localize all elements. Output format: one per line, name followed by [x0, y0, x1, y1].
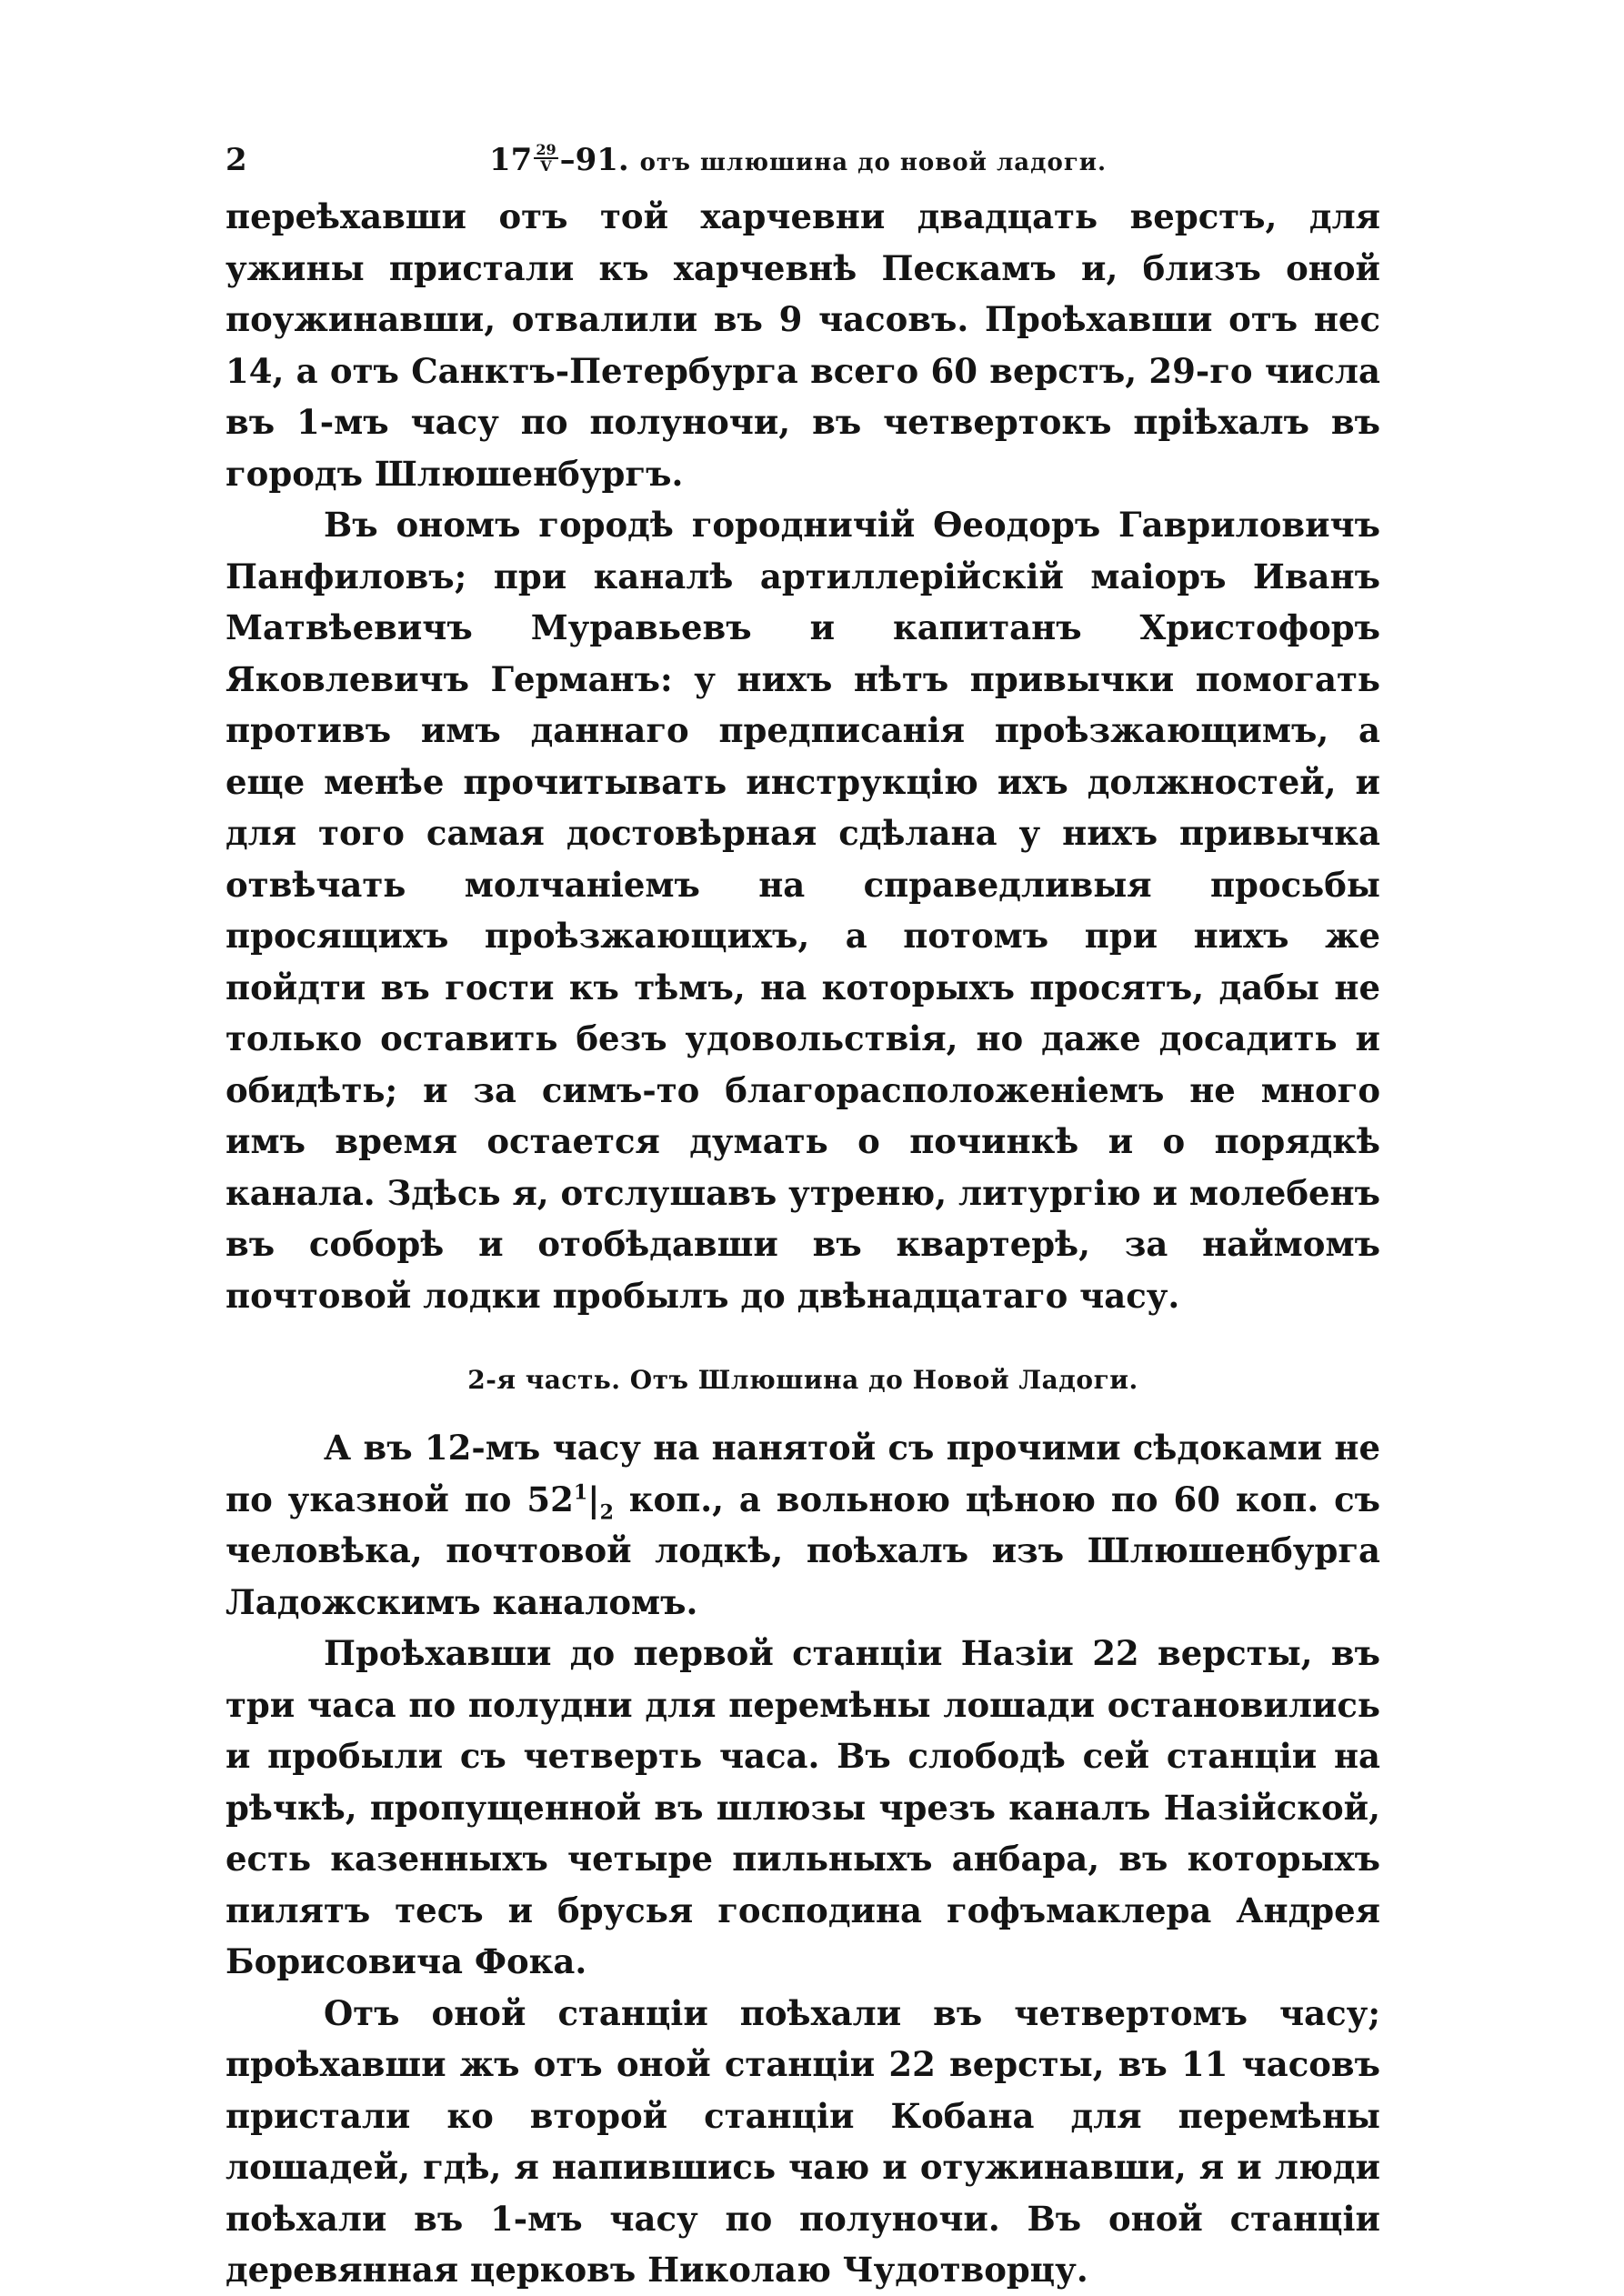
paragraph-schlusselburg: Въ ономъ городѣ городничій Ѳеодоръ Гавриловичъ Панфиловъ; при каналѣ артиллерійскій маіоръ Иванъ Матвѣевичъ Муравьевъ и капитанъ Христофоръ Яковлевичъ Германъ: у нихъ нѣтъ привычки помогать противъ имъ даннаго предписанія проѣзжающимъ, а еще менѣе прочитывать инструкцію ихъ должностей, и для того самая достовѣрная сдѣлана у нихъ привычка отвѣчать молчаніемъ на справедливыя просьбы просящихъ проѣзжающихъ, а потомъ при нихъ же пойдти въ гости къ тѣмъ, на которыхъ просятъ, дабы не только оставить безъ удовольствія, но даже досадить и обидѣть; и за симъ-то благорасположеніемъ не много имъ время остается думать о починкѣ и о порядкѣ канала. Здѣсь я, отслушавъ утреню, литургію и молебенъ въ соборѣ и отобѣдавши въ квартерѣ, за наймомъ почтовой лодки пробылъ до двѣнадцатаго часу.	[226, 505, 1380, 1316]
paragraph-kobana-station: Отъ оной станціи поѣхали въ четвертомъ часу; проѣхавши жъ отъ оной станціи 22 версты, въ 11 часовъ пристали ко второй станціи Кобана для перемѣны лошадей, гдѣ, я напившись чаю и отужинавши, я и люди поѣхали въ 1-мъ часу по полуночи. Въ оной станціи деревянная церковъ Николаю Чудотворцу.	[226, 1992, 1380, 2290]
fraction-numerator: 1	[573, 1480, 588, 1505]
date-month: V	[540, 157, 552, 175]
paragraph-departure: А въ 12-мъ часу на нанятой съ прочими сѣдоками не по указной по $52^1|_2$ коп., а вольною цѣною по 60 коп. съ человѣка, почтовой лодкѣ, поѣхалъ изъ Шлюшенбурга Ладожскимъ каналомъ.	[226, 1428, 1380, 1622]
section-heading: 2-я часть. Отъ Шлюшина до Новой Ладоги.	[467, 1365, 1138, 1395]
fraction-denominator: 2	[599, 1499, 614, 1524]
date-fraction	[534, 143, 557, 174]
page-number: 2	[226, 142, 247, 178]
book-page	[226, 136, 1380, 2296]
paragraph-nazia-station: Проѣхавши до первой станціи Назіи 22 версты, въ три часа по полудни для перемѣны лошади остановились и пробыли съ четверть часа. Въ слободѣ сей станціи на рѣчкѣ, пропущенной въ шлюзы чрезъ каналъ Назійской, есть казенныхъ четыре пильныхъ анбара, въ которыхъ пилятъ тесъ и брусья господина гофъмаклера Андрея Борисовича Фока.	[226, 1633, 1380, 1981]
page-header	[226, 136, 1380, 191]
paragraph-departure-before: А въ 12-мъ часу на нанятой съ прочими сѣдоками не по указной по 52	[226, 1428, 1380, 1519]
date-day: 29	[536, 141, 556, 158]
paragraph-departure-after: коп., а вольною цѣною по 60 коп. съ человѣка, почтовой лодкѣ, поѣхалъ изъ Шлюшенбурга Ладожскимъ каналомъ.	[226, 1479, 1380, 1622]
running-head	[489, 142, 1107, 178]
running-head-title: отъ шлюшина до новой ладоги.	[639, 149, 1108, 176]
date-year-suffix: –91.	[559, 142, 629, 178]
paragraph-continuation: переѣхавши отъ той харчевни двадцать верстъ, для ужины пристали къ харчевнѣ Пескамъ и, близъ оной поужинавши, отвалили въ 9 часовъ. Проѣхавши отъ нес 14, а отъ Санктъ-Петербурга всего 60 верстъ, 29-го числа въ 1-мъ часу по полуночи, въ четвертокъ пріѣхалъ въ городъ Шлюшенбургъ.	[226, 196, 1380, 494]
date-year-prefix: 17	[489, 142, 533, 178]
